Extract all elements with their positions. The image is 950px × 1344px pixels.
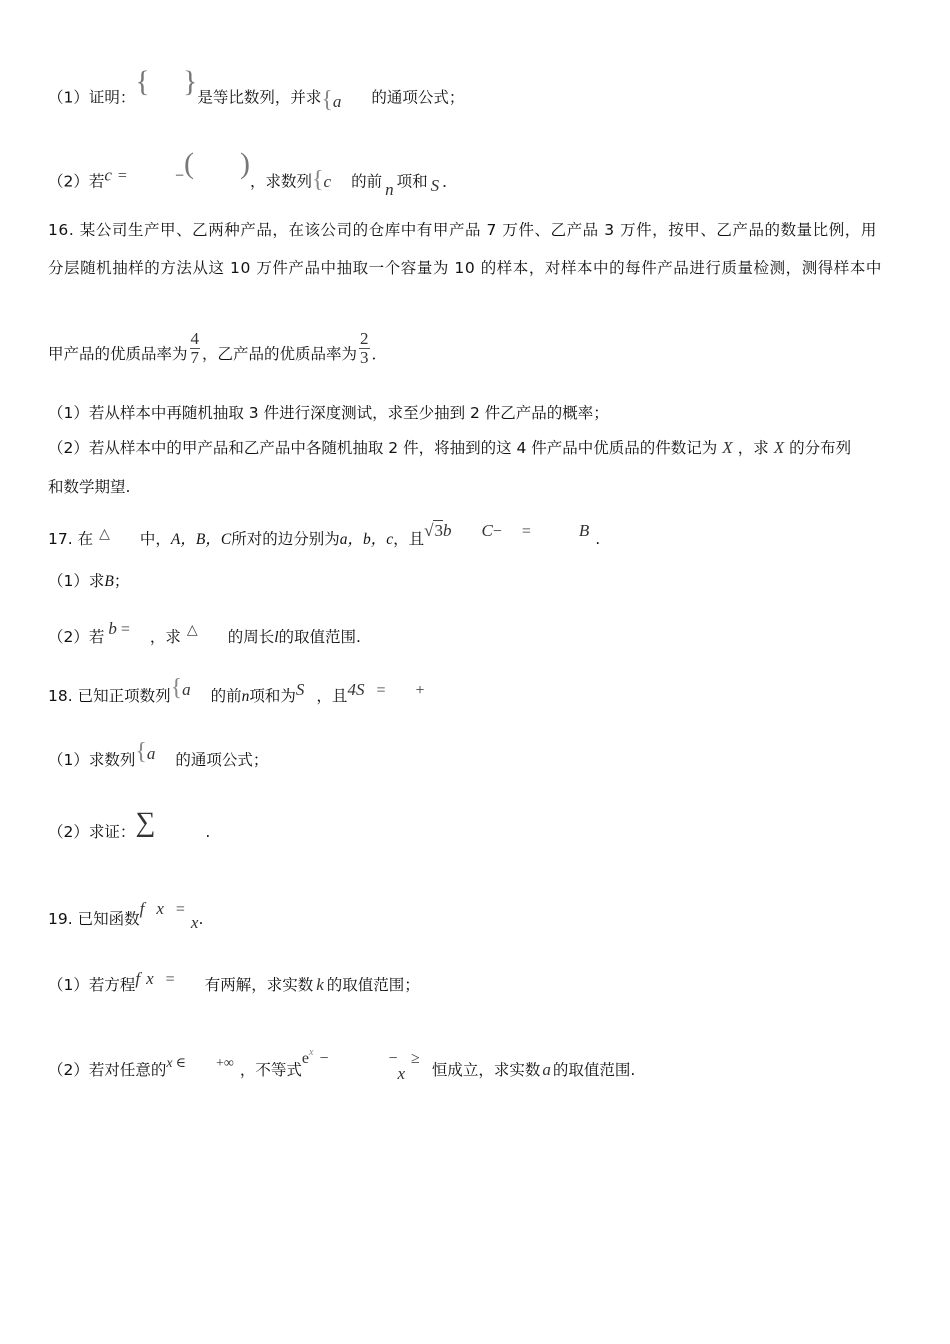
triangle-icon-2: △ xyxy=(186,622,198,638)
q15-var-S: S xyxy=(430,175,440,195)
q16-line3-b: ，乙产品的优质品率为 xyxy=(202,345,358,363)
q17-part2 xyxy=(48,618,361,649)
q16-p1-text: （1）若从样本中再随机抽取 3 件进行深度测试，求至少抽到 2 件乙产品的概率； xyxy=(48,404,609,422)
q17-stem-a: 在 xyxy=(77,530,94,548)
q18-p1-seq-a: {a xyxy=(135,739,156,765)
q19-stem-end: . xyxy=(198,910,204,928)
q15-p2-label: （2）若 xyxy=(48,172,105,191)
q17-p1-label: （1）求 xyxy=(48,572,105,590)
q17-stem-c: A，B，C xyxy=(170,531,232,548)
q18-var-n: n xyxy=(241,688,250,705)
q15-p1-seq-a: {a xyxy=(321,86,342,113)
q15-p2-seq-c: {c xyxy=(312,166,332,193)
q18-part2 xyxy=(48,807,211,843)
q15-eq: = xyxy=(117,167,127,185)
q16-line3 xyxy=(48,330,387,367)
q19-p2-var-x: x xyxy=(166,1056,173,1071)
q16-part2-cont xyxy=(48,476,130,498)
q17-part1 xyxy=(48,570,129,593)
q17-stem-d: 所对的边分别为 xyxy=(231,530,340,548)
q19-var-f: f xyxy=(139,899,145,918)
q18-stem-b: 的前 xyxy=(210,687,242,705)
q19-exp-e: e xyxy=(301,1050,309,1067)
q15-var-c: c xyxy=(104,165,112,185)
q16-line3-c: ． xyxy=(371,345,388,363)
q15-p1-mid: 是等比数列，并求 xyxy=(197,88,322,107)
q18-number: 18. xyxy=(48,687,73,705)
q17-p2-mid: ，求 xyxy=(149,628,181,646)
q19-minus: − xyxy=(319,1050,329,1067)
q18-p1-label: （1）求数列 xyxy=(48,751,136,769)
q17-p1-end: ； xyxy=(113,572,130,590)
q16-line3-a: 甲产品的优质品率为 xyxy=(48,345,188,363)
q15-var-n: n xyxy=(385,179,394,199)
q19-var-a: a xyxy=(542,1060,551,1079)
q19-eq: = xyxy=(175,901,185,918)
q19-p1-var-x: x xyxy=(146,969,154,988)
q19-part2 xyxy=(48,1042,635,1085)
q17-end: . xyxy=(595,530,601,548)
q16-p2-c: 的分布列 xyxy=(789,439,852,457)
q17-eq: = xyxy=(521,523,531,540)
q16-part1 xyxy=(48,402,609,424)
q16-p2-a: （2）若从样本中的甲产品和乙产品中各随机抽取 2 件，将抽到的这 4 件产品中优质品的件数记为 xyxy=(48,439,718,457)
q18-four-S: 4S xyxy=(347,680,365,699)
q19-denominator-x: x xyxy=(190,913,199,932)
q17-p2-label: （2）若 xyxy=(48,628,105,646)
q16-var-X2: X xyxy=(773,438,785,457)
summation-symbol: ∑ xyxy=(135,807,156,838)
triangle-icon: △ xyxy=(99,526,110,542)
q18-stem-c: 项和为 xyxy=(249,687,296,705)
q15-p2-paren: ( ) xyxy=(183,147,250,180)
q15-part1 xyxy=(48,65,465,123)
q19-p2-mid: ，不等式 xyxy=(239,1061,302,1079)
q17-var-l: l xyxy=(274,629,279,646)
q19-p1-label: （1）若方程 xyxy=(48,976,136,994)
q16-line2 xyxy=(48,257,882,279)
q19-p2-label: （2）若对任意的 xyxy=(48,1061,167,1079)
q16-p2-end: 和数学期望. xyxy=(48,478,131,496)
q19-infinity: +∞ xyxy=(215,1056,234,1071)
q16-part2 xyxy=(48,437,851,459)
q18-seq-a: {a xyxy=(170,675,191,701)
q15-p2-mid3: 项和 xyxy=(396,172,428,191)
q19-p2-denominator-x: x xyxy=(397,1064,406,1083)
q18-stem xyxy=(48,676,425,708)
q16-frac-4-7: $\frac{4}{7}$ xyxy=(190,329,200,367)
q16-line1-text: 某公司生产甲、乙两种产品，在该公司的仓库中有甲产品 7 万件、乙产品 3 万件，按甲、乙产品的数量比例，用 xyxy=(79,221,877,239)
q19-var-k: k xyxy=(316,975,324,994)
q15-p1-label: （1）证明： xyxy=(48,88,136,107)
q19-in-symbol: ∈ xyxy=(175,1056,186,1071)
q17-minus: − xyxy=(492,523,502,540)
q17-var-b: b xyxy=(108,619,117,638)
q19-part1 xyxy=(48,968,420,996)
q17-stem xyxy=(48,520,600,551)
q17-number: 17. xyxy=(48,530,73,548)
q19-exp-x: x xyxy=(308,1047,314,1058)
q16-line2-text: 分层随机抽样的方法从这 10 万件产品中抽取一个容量为 10 的样本，对样本中的每件产品进行质量检测，测得样本中 xyxy=(48,259,882,277)
q16-number: 16. xyxy=(48,221,75,239)
q15-p1-end: 的通项公式； xyxy=(371,88,465,107)
q17-sqrt3b: √3b xyxy=(424,521,452,540)
q17-p2-mid2: 的周长 xyxy=(227,628,275,646)
q17-var-C: C xyxy=(481,521,493,540)
q19-number: 19. xyxy=(48,910,73,928)
q17-p2-eq: = xyxy=(120,621,130,638)
q19-var-x: x xyxy=(156,899,164,918)
q15-p2-mid2: 的前 xyxy=(351,172,383,191)
q18-p1-end: 的通项公式； xyxy=(175,751,269,769)
q19-p1-mid: 有两解，求实数 xyxy=(204,976,314,994)
q15-minus: − xyxy=(174,167,184,185)
q17-p2-end: 的取值范围. xyxy=(278,628,361,646)
q15-p2-mid: ，求数列 xyxy=(249,172,312,191)
q19-p1-end: 的取值范围； xyxy=(326,976,420,994)
q17-stem-e: a，b，c xyxy=(339,531,394,548)
q15-part2 xyxy=(48,147,458,207)
q19-p2-end: 的取值范围. xyxy=(552,1061,636,1079)
q15-p1-seq-braces: { } xyxy=(135,65,198,98)
q19-minus-2: − xyxy=(388,1050,398,1067)
q18-eq: = xyxy=(376,682,386,699)
q19-ge: ≥ xyxy=(411,1050,420,1067)
q18-plus: + xyxy=(415,682,425,699)
q19-p2-mid2: 恒成立，求实数 xyxy=(431,1061,541,1079)
q19-stem-a: 已知函数 xyxy=(77,910,140,928)
q18-p2-label: （2）求证： xyxy=(48,823,136,841)
q16-line1 xyxy=(48,219,877,241)
q16-p2-b: ，求 xyxy=(737,439,769,457)
q18-part1 xyxy=(48,740,268,771)
q16-var-X: X xyxy=(722,438,733,457)
q18-p2-end: . xyxy=(205,823,211,841)
q19-p1-eq: = xyxy=(165,971,175,988)
q18-var-S: S xyxy=(295,680,305,699)
q15-p2-end: ． xyxy=(442,172,458,191)
q16-frac-2-3: $\frac{2}{3}$ xyxy=(360,329,369,367)
q19-stem xyxy=(48,898,203,934)
q18-stem-a: 已知正项数列 xyxy=(77,687,171,705)
q17-var-B: B xyxy=(578,521,590,540)
q17-p1-B: B xyxy=(104,573,114,590)
q19-p1-var-f: f xyxy=(135,969,141,988)
q18-stem-d: ，且 xyxy=(316,687,348,705)
q17-stem-b: 中， xyxy=(139,530,171,548)
q17-stem-f: ，且 xyxy=(393,530,425,548)
